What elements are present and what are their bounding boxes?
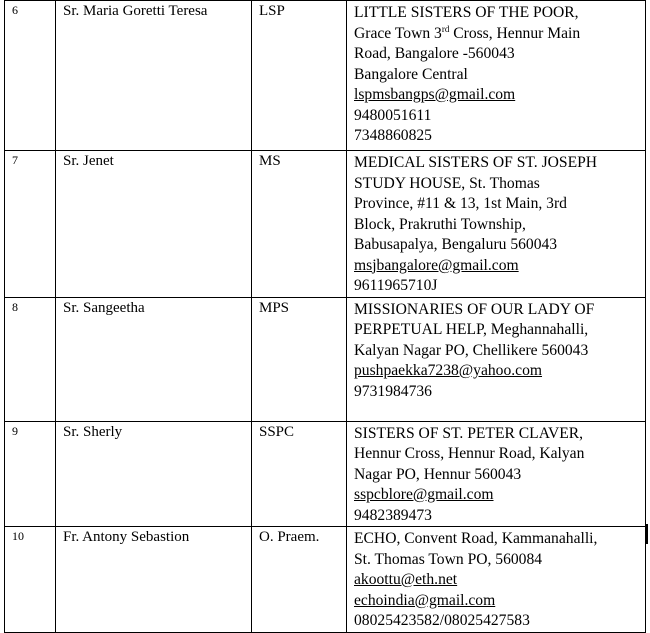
address-line: STUDY HOUSE, St. Thomas — [354, 174, 540, 192]
org-name: LITTLE SISTERS OF THE POOR, — [354, 4, 579, 21]
row-number: 10 — [5, 527, 56, 633]
phone-number: 9482389473 — [354, 506, 432, 524]
address-line: PERPETUAL HELP, Meghannahalli, — [354, 321, 589, 338]
congregation-code: SSPC — [252, 421, 347, 527]
address-line: MISSIONARIES OF OUR LADY OF — [354, 300, 595, 318]
address-line: Kalyan Nagar PO, Chellikere 560043 — [354, 341, 589, 359]
table-row — [5, 421, 646, 527]
address-line: Block, Prakruthi Township, — [354, 215, 526, 233]
contact-name: Sr. Sherly — [56, 421, 252, 527]
email-link[interactable]: echoindia@gmail.com — [354, 591, 496, 609]
address-cell — [347, 1, 646, 151]
congregation-code: MS — [252, 151, 347, 298]
address-cell — [347, 421, 646, 527]
row-number: 8 — [5, 297, 56, 421]
table-row — [5, 527, 646, 633]
address-line: Province, #11 & 13, 1st Main, 3rd — [354, 195, 567, 212]
address-line: Babusapalya, Bengaluru 560043 — [354, 236, 558, 253]
row-number: 7 — [5, 151, 56, 298]
address-line: St. Thomas Town PO, 560084 — [354, 550, 543, 568]
address-line: MEDICAL SISTERS OF ST. JOSEPH — [354, 154, 598, 171]
phone-number: 7348860825 — [354, 127, 432, 144]
contact-name: Fr. Antony Sebastion — [56, 527, 252, 633]
contact-name: Sr. Sangeetha — [56, 297, 252, 421]
congregation-code: MPS — [252, 297, 347, 421]
address-line: SISTERS OF ST. PETER CLAVER, — [354, 424, 584, 442]
email-link[interactable]: lspmsbangps@gmail.com — [354, 86, 516, 103]
row-number: 9 — [5, 421, 56, 527]
address-line: Hennur Cross, Hennur Road, Kalyan — [354, 445, 585, 462]
text-cursor — [646, 524, 648, 544]
address-line: Bangalore Central — [354, 65, 468, 83]
address-line: Grace Town 3rd Cross, Hennur Main — [354, 23, 581, 42]
email-link[interactable]: msjbangalore@gmail.com — [354, 256, 519, 274]
congregation-code: LSP — [252, 1, 347, 151]
table-row — [5, 151, 646, 298]
row-number: 6 — [5, 1, 56, 151]
contact-name: Sr. Jenet — [56, 151, 252, 298]
address-line: Nagar PO, Hennur 560043 — [354, 465, 522, 483]
phone-number: 9480051611 — [354, 106, 432, 124]
address-line: Road, Bangalore -560043 — [354, 45, 515, 62]
table-row — [5, 297, 646, 421]
address-line: ECHO, Convent Road, Kammanahalli, — [354, 530, 598, 547]
contact-name: Sr. Maria Goretti Teresa — [56, 1, 252, 151]
phone-number: 9611965710J — [354, 277, 438, 294]
table-row — [5, 1, 646, 151]
congregation-code: O. Praem. — [252, 527, 347, 633]
phone-number: 9731984736 — [354, 382, 432, 400]
address-cell — [347, 297, 646, 421]
phone-number: 08025423582/08025427583 — [354, 612, 530, 629]
email-link[interactable]: sspcblore@gmail.com — [354, 486, 494, 503]
directory-table — [4, 0, 646, 633]
email-link[interactable]: pushpaekka7238@yahoo.com — [354, 362, 543, 379]
address-cell — [347, 527, 646, 633]
address-cell — [347, 151, 646, 298]
email-link[interactable]: akoottu@eth.net — [354, 571, 458, 588]
